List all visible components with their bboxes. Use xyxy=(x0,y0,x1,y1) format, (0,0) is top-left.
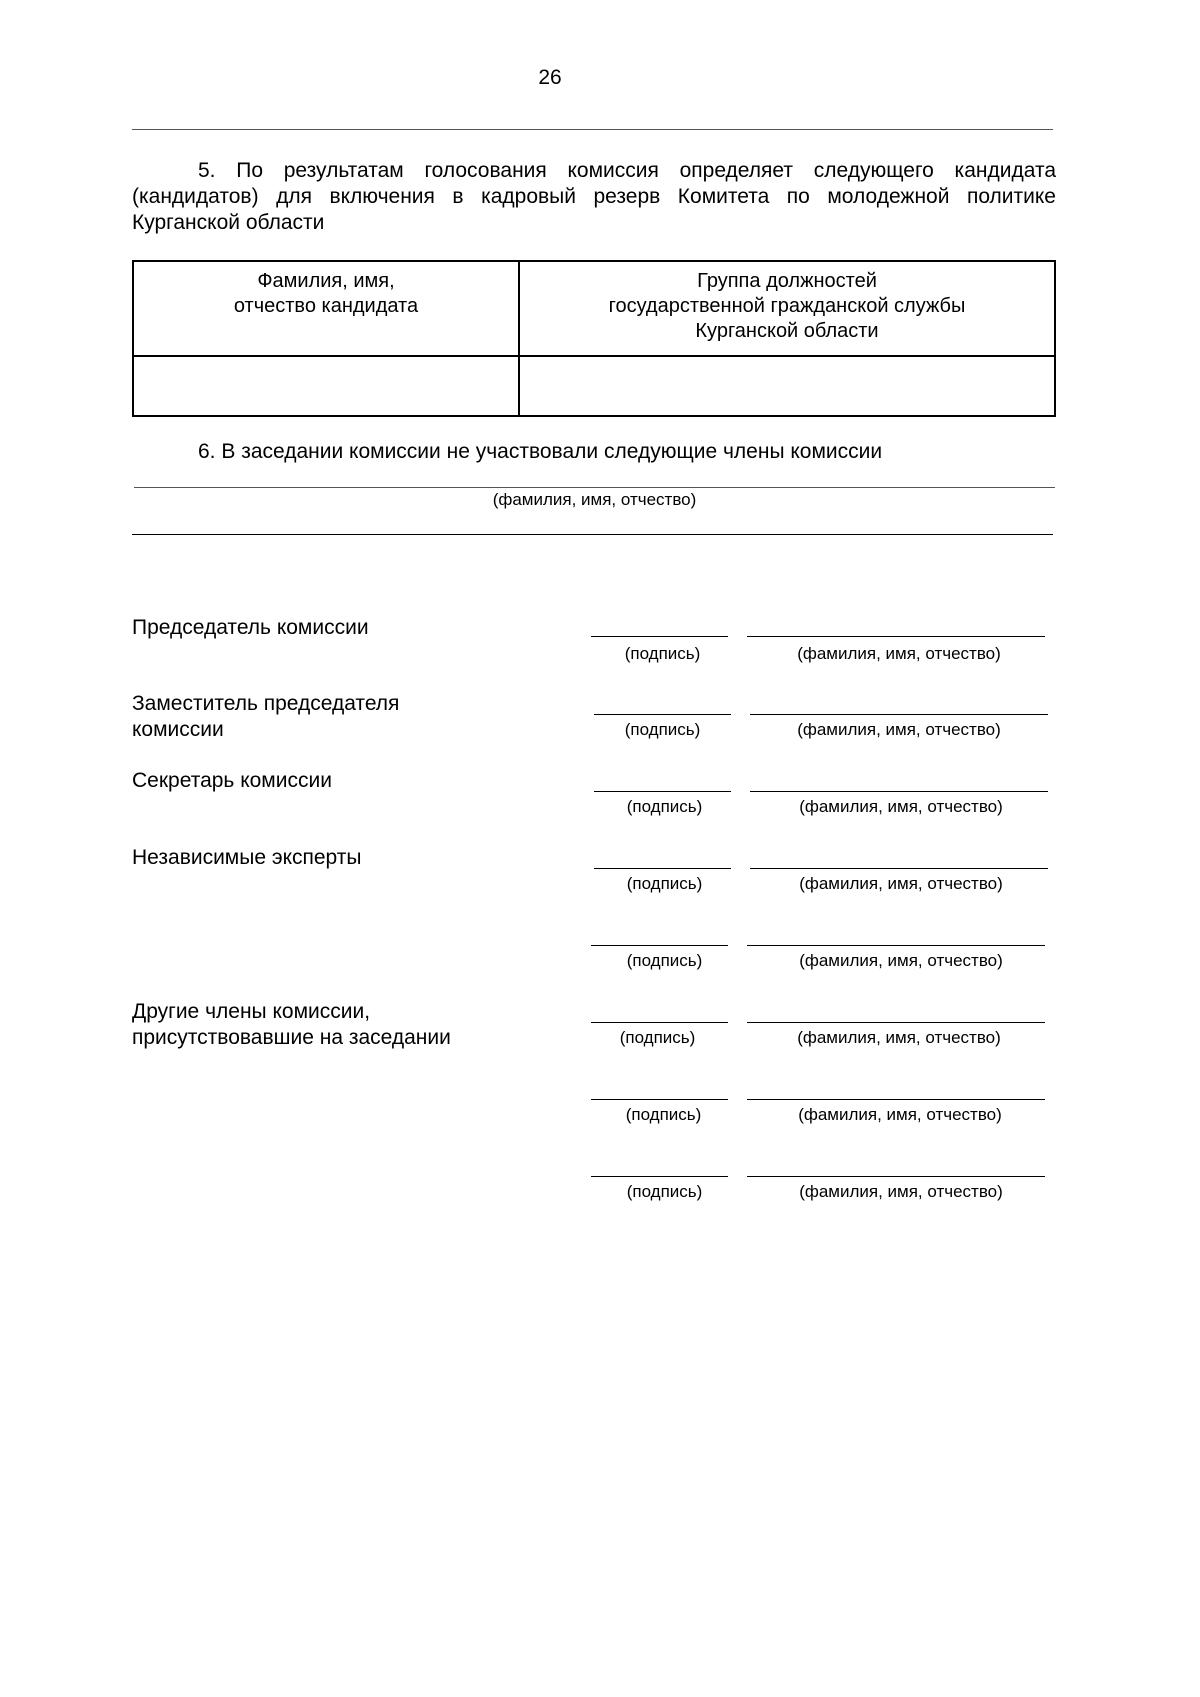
name-caption: (фамилия, имя, отчество) xyxy=(799,951,1003,970)
name-line[interactable] xyxy=(747,945,1045,946)
signature-caption: (подпись) xyxy=(624,644,701,663)
name-line[interactable] xyxy=(747,1022,1045,1023)
section5-line1: 5. По результатам голосования комиссия определяет следующего кандидата xyxy=(198,159,1056,182)
header-name-line: Фамилия, имя, xyxy=(257,270,395,292)
section5-line2: (кандидатов) для включения в кадровый резерв Комитета по молодежной политике xyxy=(132,185,1056,208)
name-caption: (фамилия, имя, отчество) xyxy=(798,1105,1002,1124)
table-cell-group[interactable] xyxy=(519,356,1055,416)
role-deputy-chairman xyxy=(132,691,399,743)
role-deputy-line1: Заместитель председателя xyxy=(132,692,400,715)
name-line[interactable] xyxy=(747,1099,1045,1100)
section5-line3: Курганской области xyxy=(132,211,325,234)
table-header-row xyxy=(133,261,1055,356)
signature-line[interactable] xyxy=(591,945,728,946)
name-line[interactable] xyxy=(747,636,1045,637)
absent-members-caption: (фамилия, имя, отчество) xyxy=(492,490,697,509)
signature-line[interactable] xyxy=(591,1099,728,1100)
role-other-members xyxy=(132,999,451,1051)
page-number: 26 xyxy=(538,66,562,89)
role-deputy-line2: комиссии xyxy=(132,718,224,741)
header-group-line: Группа должностей xyxy=(697,270,877,292)
signature-caption: (подпись) xyxy=(624,720,701,739)
name-caption: (фамилия, имя, отчество) xyxy=(799,874,1003,893)
signature-caption: (подпись) xyxy=(625,1105,702,1124)
name-line[interactable] xyxy=(750,714,1048,715)
name-caption: (фамилия, имя, отчество) xyxy=(799,797,1003,816)
signature-caption: (подпись) xyxy=(626,951,703,970)
table-cell-name[interactable] xyxy=(133,356,519,416)
header-group-line: государственной гражданской службы xyxy=(608,295,966,317)
section5-text xyxy=(132,158,1056,236)
signature-line[interactable] xyxy=(591,1022,728,1023)
section6-text: 6. В заседании комиссии не участвовали следующие члены комиссии xyxy=(198,440,883,463)
signature-line[interactable] xyxy=(591,1176,728,1177)
role-others-line1: Другие члены комиссии, xyxy=(132,1000,371,1023)
signature-line[interactable] xyxy=(594,714,731,715)
role-others-line2: присутствовавшие на заседании xyxy=(132,1026,451,1049)
role-experts: Независимые эксперты xyxy=(132,846,362,869)
header-group-line: Курганской области xyxy=(695,320,879,342)
name-caption: (фамилия, имя, отчество) xyxy=(797,644,1001,663)
signature-line[interactable] xyxy=(594,791,731,792)
name-caption: (фамилия, имя, отчество) xyxy=(797,1028,1001,1047)
table-header-group xyxy=(519,261,1055,356)
signature-caption: (подпись) xyxy=(626,874,703,893)
signature-caption: (подпись) xyxy=(626,797,703,816)
header-name-line: отчество кандидата xyxy=(233,295,419,317)
header-divider xyxy=(132,129,1053,130)
name-caption: (фамилия, имя, отчество) xyxy=(799,1182,1003,1201)
absent-members-line[interactable] xyxy=(134,487,1055,488)
role-secretary: Секретарь комиссии xyxy=(132,769,332,792)
name-line[interactable] xyxy=(750,791,1048,792)
table-row xyxy=(133,356,1055,416)
candidate-table xyxy=(132,260,1056,417)
signature-line[interactable] xyxy=(591,636,728,637)
signature-caption: (подпись) xyxy=(619,1028,696,1047)
table-header-name xyxy=(133,261,519,356)
role-chairman: Председатель комиссии xyxy=(132,616,369,639)
signature-line[interactable] xyxy=(594,868,731,869)
name-line[interactable] xyxy=(747,1176,1045,1177)
absent-members-line-2[interactable] xyxy=(132,534,1053,535)
name-line[interactable] xyxy=(750,868,1048,869)
name-caption: (фамилия, имя, отчество) xyxy=(797,720,1001,739)
signature-caption: (подпись) xyxy=(626,1182,703,1201)
